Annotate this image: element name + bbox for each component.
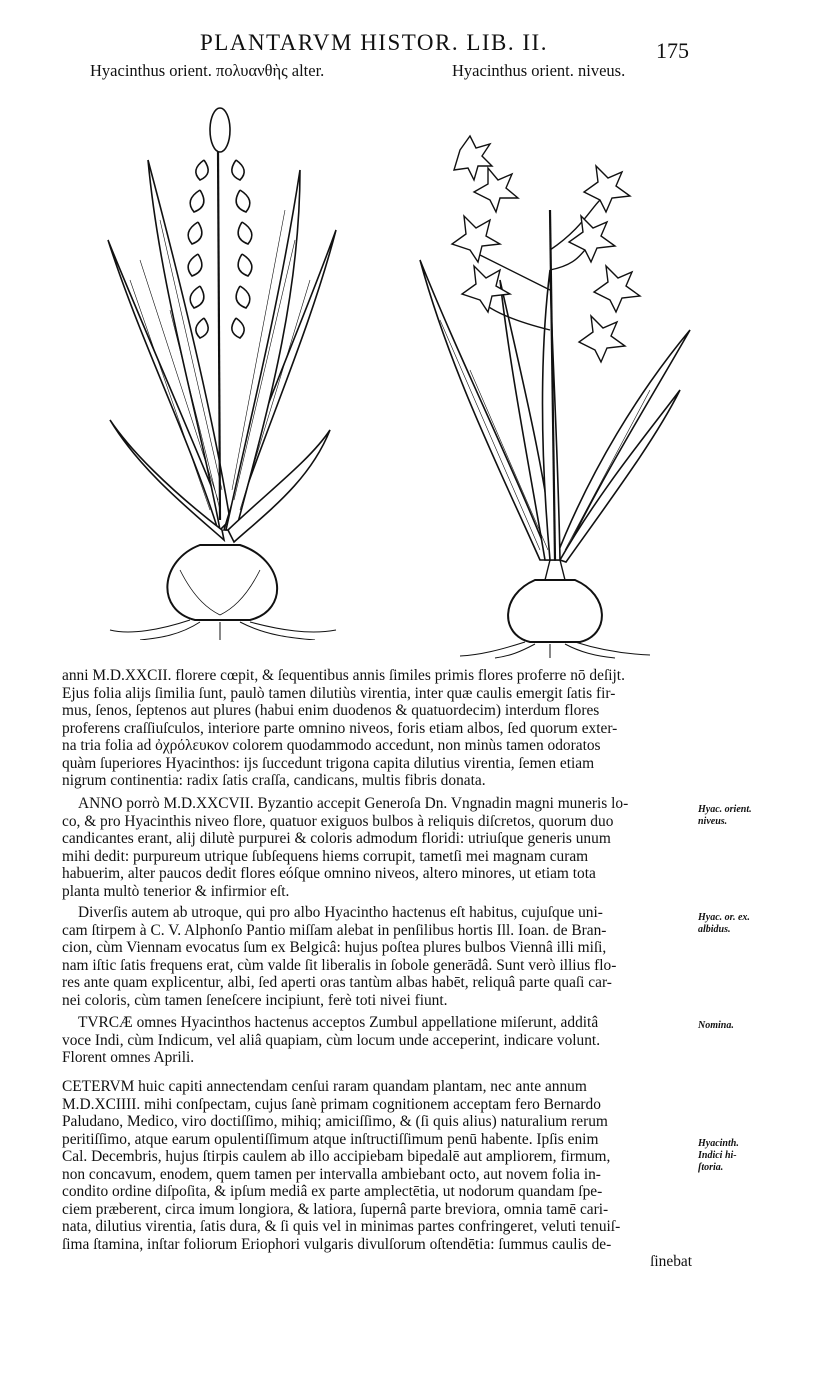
text-line: nigrum continentia: radix ſatis craſſa, candicans, multis fibris donata. [62, 772, 486, 789]
text-line: voce Indi, cùm Indicum, vel aliâ quapiam, cùm locum unde acceperint, indicare volunt. [62, 1031, 601, 1049]
paragraph-4 [62, 1014, 692, 1067]
text-line: Diverſis autem ab utroque, qui pro albo Hyacintho hactenus eſt habitus, cujuſque uni- [78, 904, 603, 921]
paragraph-3 [62, 904, 692, 1009]
text-line: candicantes erant, alij dilutè purpurei & coloris admodum floridi: utriuſque generis unum [62, 830, 611, 847]
text-line: nei coloris, cùm tamen ſeneſcere incipiunt, ferè toti nivei fiunt. [62, 991, 448, 1009]
marginal-note-4 [698, 1138, 810, 1174]
right-figure-caption: Hyacinthus orient. niveus. [452, 61, 626, 80]
text-line: cam ſtirpem à C. V. Alphonſo Pantio miſſam alebat in penſilibus hortis Ill. Ioan. de Bran- [62, 921, 607, 939]
text-line: condito ordine diſpoſita, & ipſum mediâ ex parte amplectētia, ut nodorum quandam ſpe- [62, 1183, 603, 1200]
marginal-line: Nomina. [698, 1020, 734, 1031]
text-line: cion, cùm Viennam evocatus ſum ex Belgicâ: hujus poſtea plures bulbos Viennâ illi miſi, [62, 939, 607, 956]
text-line: Ejus folia alijs ſimilia ſunt, paulò tamen dilutiùs virentia, inter quæ caulis emergit ſatis fir- [62, 684, 616, 702]
marginal-note-1 [698, 804, 810, 828]
woodcut-hyacinth-niveus [400, 90, 700, 660]
left-figure-caption: Hyacinthus orient. πολυανθὴς alter. [90, 61, 325, 80]
text-line: non concavum, enodem, quem tamen per intervalla ambiebant octo, aut novem folia in- [62, 1165, 601, 1183]
marginal-line: Indici hi- [698, 1150, 737, 1161]
text-line: CETERVM huic capiti annectendam cenſui raram quandam plantam, nec ante annum [62, 1078, 587, 1095]
marginal-line: albidus. [698, 924, 731, 935]
text-line: M.D.XCIIII. mihi conſpectam, cujus ſanè primam cognitionem acceptam fero Bernardo [62, 1095, 601, 1113]
woodcut-hyacinth-polyanthes [100, 90, 340, 640]
text-line: res ante quam explicentur, albi, ſed aperti oras tantùm albas habēt, reliquâ parte quaſi car- [62, 974, 612, 991]
marginal-line: Hyac. or. ex. [698, 912, 750, 923]
text-line: proferens craſſiuſculos, interiore parte omnino niveos, foris etiam albos, ſed quorum exter- [62, 719, 618, 737]
text-line: mihi dedit: purpureum utrique ſubſequens hiems corrupit, tametſi mei magnam curam [62, 847, 589, 865]
text-line: Paludano, Medico, viro doctiſſimo, mihiq; amiciſſimo, & (ſi quis alius) naturalium rerum [62, 1113, 608, 1130]
text-line: nam iſtic ſatis frequens erat, cùm valde ſit liberalis in ſobole generādâ. Sunt verò illius flo- [62, 956, 617, 974]
text-line: anni M.D.XXCII. florere cœpit, & ſequentibus annis ſimiles primis flores proferre nō deſijt. [62, 667, 625, 684]
running-head: PLANTARVM HISTOR. LIB. II. [200, 30, 548, 55]
text-line: co, & pro Hyacinthis niveo flore, quatuor exiguos bulbos à reliquis diſcretos, quorum duo [62, 812, 614, 830]
marginal-line: Hyac. orient. [698, 804, 752, 815]
paragraph-1 [62, 667, 692, 790]
text-line: nata, dilutius virentia, ſatis dura, & ſi quis vel in minimas partes confringeret, veluti tenuiſ- [62, 1218, 621, 1235]
text-line: TVRCÆ omnes Hyacinthos hactenus acceptos Zumbul appellatione miſerunt, additâ [78, 1014, 599, 1031]
marginal-note-2 [698, 912, 810, 936]
paragraph-2 [62, 795, 692, 900]
text-line: peritiſſimo, atque earum opulentiſſimum atque inſtructiſſimum penū habente. Ipſis enim [62, 1130, 599, 1148]
marginal-line: ſtoria. [698, 1162, 724, 1173]
text-line: ciem præberent, circa imum longiora, & latiora, ſupernâ parte breviora, omnia tamē cari- [62, 1200, 609, 1218]
marginal-line: niveus. [698, 816, 728, 827]
paragraph-5 [62, 1078, 692, 1271]
text-line: Cal. Decembris, hujus ſtirpis caulem ab illo accipiebam bipedalē aut ampliorem, firmum, [62, 1148, 611, 1165]
text-line: habuerim, alter paucos dedit flores eóſque omnino niveos, altero minores, ut etiam tota [62, 865, 596, 882]
text-line: mus, ſenos, ſeptenos aut plures (habui enim duodenos & quatuordecim) interdum flores [62, 702, 600, 719]
page-number: 175 [656, 38, 689, 63]
text-line: ſima ſtamina, inſtar foliorum Eriophori vulgaris divulſorum oſtendētia: ſummus caulis de- [62, 1235, 612, 1253]
marginal-note-3 [698, 1020, 810, 1032]
text-line: quàm ſuperiores Hyacinthos: ijs ſuccedunt trigona capita dilutius virentia, ſemen etiam [62, 754, 595, 772]
text-line: Florent omnes Aprili. [62, 1049, 195, 1066]
text-line: na tria folia ad ὀχρόλευκον colorem quodammodo accedunt, non minùs tamen odoratos [62, 737, 601, 754]
marginal-line: Hyacinth. [698, 1138, 739, 1149]
text-line: planta multò tenerior & infirmior eſt. [62, 882, 290, 900]
catchword: ſinebat [650, 1253, 692, 1270]
text-line: ANNO porrò M.D.XXCVII. Byzantio accepit Generoſa Dn. Vngnadin magni muneris lo- [78, 795, 629, 812]
